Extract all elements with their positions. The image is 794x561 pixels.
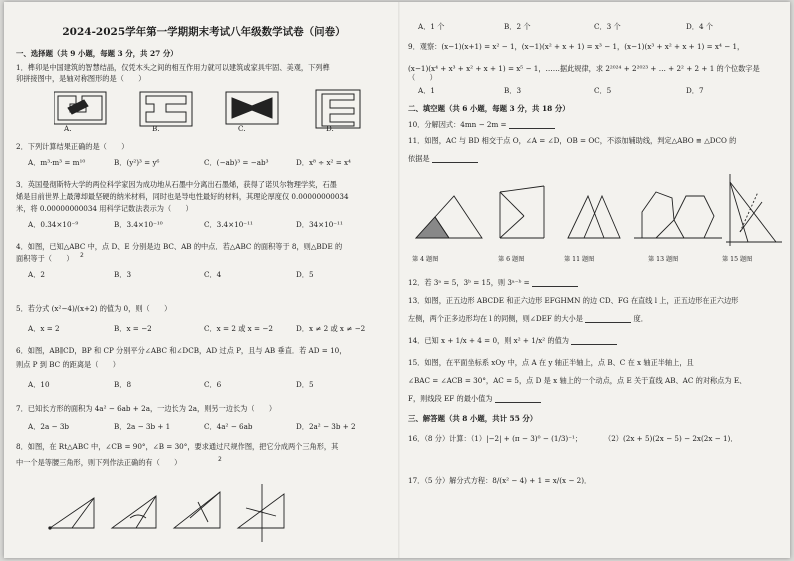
q8-options [418, 22, 778, 31]
q1-figure-a [54, 92, 106, 124]
q9-options [418, 86, 778, 95]
q2-options [28, 158, 388, 167]
q4-option-a[interactable]: A．2 [28, 270, 45, 279]
q8-handwritten-answer: 2 [218, 456, 222, 463]
q1-option-c[interactable]: C. [238, 124, 246, 133]
q4-option-d[interactable]: D．5 [296, 270, 314, 279]
q1-option-b[interactable]: B. [152, 124, 160, 133]
q15-text-3 [408, 394, 541, 403]
caption-q11: 第 11 题图 [564, 256, 595, 263]
q1-option-d[interactable]: D. [326, 124, 334, 133]
q13-unit: 度． [633, 314, 648, 323]
q9-text-2: (x−1)(x⁴ + x³ + x² + x + 1) = x⁵ − 1，……据此规律，求 2²⁰²⁴ + 2²⁰²³ + … + 2² + 2 + 1 的个位数字是（ ） [408, 64, 760, 82]
q9-text-1: 9．观察：(x−1)(x+1) = x² − 1，(x−1)(x² + x + 1) = x³ − 1，(x−1)(x³ + x² + x + 1) = x⁴ − 1， [408, 42, 745, 51]
q8-text-1: 8．如图，在 Rt△ABC 中，∠CB = 90°，∠B = 30°，要求通过尺规作图，把它分成两个三角形，其 [16, 442, 339, 451]
q6-text-1: 6．如图，AB∥CD，BP 和 CP 分别平分∠ABC 和∠DCB，AD 过点 P，且与 AB 垂直．若 AD = 10， [16, 346, 347, 355]
q13-text-1: 13．如图，正五边形 ABCDE 和正六边形 EFGHMN 的边 CD、FG 在直线 l 上，正五边形在正六边形 [408, 296, 739, 305]
q3-options [28, 220, 388, 229]
q8-option-c[interactable]: C．3 个 [594, 22, 621, 31]
q1-figure-d [316, 90, 360, 128]
q13-text-2 [408, 314, 648, 323]
q12-label: 12．若 3ᵃ = 5，3ᵇ = 15，则 3ᵃ⁻ᵇ = [408, 278, 530, 287]
q3-text-3: 米，将 0.00000000034 用科学记数法表示为（ ） [16, 204, 193, 213]
q3-option-c[interactable]: C．3.4×10⁻¹¹ [204, 220, 253, 229]
q6-text-2: 则点 P 到 BC 的距离是（ ） [16, 360, 120, 369]
q17-text: 17．（5 分）解分式方程：8/(x² − 4) + 1 = x/(x − 2)． [408, 476, 592, 485]
q11-text-2 [408, 154, 478, 163]
q1-text-2: 卯拼接图中，是轴对称图形的是（ ） [16, 74, 146, 83]
q1-figure-c [226, 92, 278, 124]
caption-q15: 第 15 题图 [722, 256, 753, 263]
q4-option-b[interactable]: B．3 [114, 270, 132, 279]
q11-answer-blank[interactable] [432, 154, 478, 163]
q8-option-d[interactable]: D．4 个 [686, 22, 713, 31]
fig-q11 [568, 196, 620, 238]
q5-text: 5．若分式 (x²−4)/(x+2) 的值为 0，则（ ） [16, 304, 172, 313]
q2-option-b[interactable]: B．(y²)³ = y⁶ [114, 158, 160, 167]
q5-option-a[interactable]: A．x = 2 [28, 324, 60, 333]
q4-text-1: 4．如图，已知△ABC 中，点 D、E 分别是边 BC、AB 的中点．若△ABC 的面积等于 8，则△BDE 的 [16, 242, 343, 251]
q16-part-1: 16．（8 分）计算：（1）|−2| + (π − 3)⁰ − (1/3)⁻¹； [408, 434, 583, 443]
q8-figure-1 [49, 498, 94, 529]
q7-option-d[interactable]: D．2a² − 3b + 2 [296, 422, 356, 431]
q9-option-b[interactable]: B．3 [504, 86, 522, 95]
q7-text: 7．已知长方形的面积为 4a² − 6ab + 2a，一边长为 2a，则另一边长为（ ） [16, 404, 277, 413]
q5-options [28, 324, 388, 333]
q12-text [408, 278, 578, 287]
q7-option-b[interactable]: B．2a − 3b + 1 [114, 422, 171, 431]
q3-option-b[interactable]: B．3.4×10⁻¹⁰ [114, 220, 163, 229]
figure-strip [412, 172, 784, 252]
q15-text-2: ∠BAC = ∠ACB = 30°，AC = 5，点 D 是 x 轴上的一个动点，点 E 关于直线 AB、AC 的对称点为 E、 [408, 376, 747, 385]
section-3-heading: 三、解答题（共 8 小题，共计 55 分） [408, 414, 538, 423]
q4-options [28, 270, 388, 279]
page-title: 2024-2025学年第一学期期末考试八年级数学试卷（问卷） [62, 26, 346, 38]
q15-label: F，则线段 EF 的最小值为 [408, 394, 493, 403]
q13-label: 左侧，两个正多边形均在 l 的同侧，则∠DEF 的大小是 [408, 314, 583, 323]
q4-option-c[interactable]: C．4 [204, 270, 222, 279]
q5-option-b[interactable]: B．x = −2 [114, 324, 152, 333]
q1-option-a[interactable]: A. [64, 124, 72, 133]
q8-text-2: 中一个是等腰三角形，则下列作法正确的有（ ） [16, 458, 182, 467]
q1-options [64, 124, 404, 133]
q14-label: 14．已知 x + 1/x + 4 = 0，则 x² + 1/x² 的值为 [408, 336, 569, 345]
q15-answer-blank[interactable] [495, 394, 541, 403]
q8-option-b[interactable]: B．2 个 [504, 22, 531, 31]
q3-option-d[interactable]: D．34×10⁻¹¹ [296, 220, 343, 229]
q2-option-a[interactable]: A．m³·m³ = m¹⁰ [28, 158, 86, 167]
exam-sheet [4, 2, 790, 558]
q6-option-a[interactable]: A．10 [28, 380, 50, 389]
q6-option-b[interactable]: B．8 [114, 380, 132, 389]
q9-option-a[interactable]: A．1 [418, 86, 435, 95]
q2-option-d[interactable]: D．x⁸ ÷ x² = x⁴ [296, 158, 351, 167]
q3-option-a[interactable]: A．0.34×10⁻⁹ [28, 220, 79, 229]
q14-answer-blank[interactable] [571, 336, 617, 345]
q8-figure-4 [238, 484, 284, 542]
q12-answer-blank[interactable] [532, 278, 578, 287]
caption-q13: 第 13 题图 [648, 256, 679, 263]
q8-figure-3 [174, 492, 220, 528]
q15-text-1: 15．如图，在平面坐标系 xOy 中，点 A 在 y 轴正半轴上，点 B、C 在 x 轴正半轴上，且 [408, 358, 694, 367]
q10-label: 10．分解因式：4mn − 2m = [408, 120, 507, 129]
q9-option-d[interactable]: D．7 [686, 86, 704, 95]
q16-part-2: （2）(2x + 5)(2x − 5) − 2x(2x − 1)． [604, 434, 738, 443]
fig-q15 [726, 174, 782, 246]
section-1-heading: 一、选择题（共 9 小题，每题 3 分，共 27 分） [16, 49, 178, 58]
fig-q6 [500, 186, 544, 238]
q1-text-1: 1．榫卯是中国建筑的智慧结晶，仅凭木头之间的相互作用力就可以建筑或家具牢固、美观，下列榫 [16, 63, 330, 72]
q5-option-c[interactable]: C．x = 2 或 x = −2 [204, 324, 273, 333]
caption-q6: 第 6 题图 [498, 256, 525, 263]
page-fold [398, 2, 400, 558]
q11-label: 依据是 [408, 154, 430, 163]
q6-options [28, 380, 388, 389]
q14-text [408, 336, 617, 345]
section-2-heading: 二、填空题（共 6 小题，每题 3 分，共 18 分） [408, 104, 570, 113]
q13-answer-blank[interactable] [585, 314, 631, 323]
q2-option-c[interactable]: C．(−ab)³ = −ab³ [204, 158, 269, 167]
q11-text-1: 11．如图，AC 与 BD 相交于点 O，∠A = ∠D，OB = OC，不添加辅助线，判定△ABO ≌ △DCO 的 [408, 136, 737, 145]
q7-option-a[interactable]: A．2a − 3b [28, 422, 70, 431]
q3-text-2: 烯是目前世界上最薄却最坚硬的纳米材料，同时也是导电性最好的材料，其理论厚度仅 0.00000000034 [16, 192, 349, 201]
q4-text-2: 面积等于（ ） [16, 254, 74, 263]
q2-text: 2．下列计算结果正确的是（ ） [16, 142, 129, 151]
q9-option-c[interactable]: C．5 [594, 86, 612, 95]
q10-text [408, 120, 555, 129]
fig-q13 [634, 192, 722, 238]
q6-option-d[interactable]: D．5 [296, 380, 314, 389]
q7-option-c[interactable]: C．4a² − 6ab [204, 422, 253, 431]
q6-option-c[interactable]: C．6 [204, 380, 222, 389]
q10-answer-blank[interactable] [509, 120, 555, 129]
q3-text-1: 3．英国曼彻斯特大学的两位科学家因为成功地从石墨中分离出石墨烯，获得了诺贝尔物理学奖，石墨 [16, 180, 337, 189]
q4-handwritten-answer: 2 [80, 252, 84, 259]
q8-figures [44, 478, 294, 548]
q8-figure-2 [112, 496, 156, 528]
q8-option-a[interactable]: A．1 个 [418, 22, 445, 31]
q7-options [28, 422, 388, 431]
fig-q4 [416, 196, 482, 238]
q1-figure-b [140, 92, 192, 126]
q5-option-d[interactable]: D．x ≠ 2 或 x ≠ −2 [296, 324, 366, 333]
caption-q4: 第 4 题图 [412, 256, 439, 263]
